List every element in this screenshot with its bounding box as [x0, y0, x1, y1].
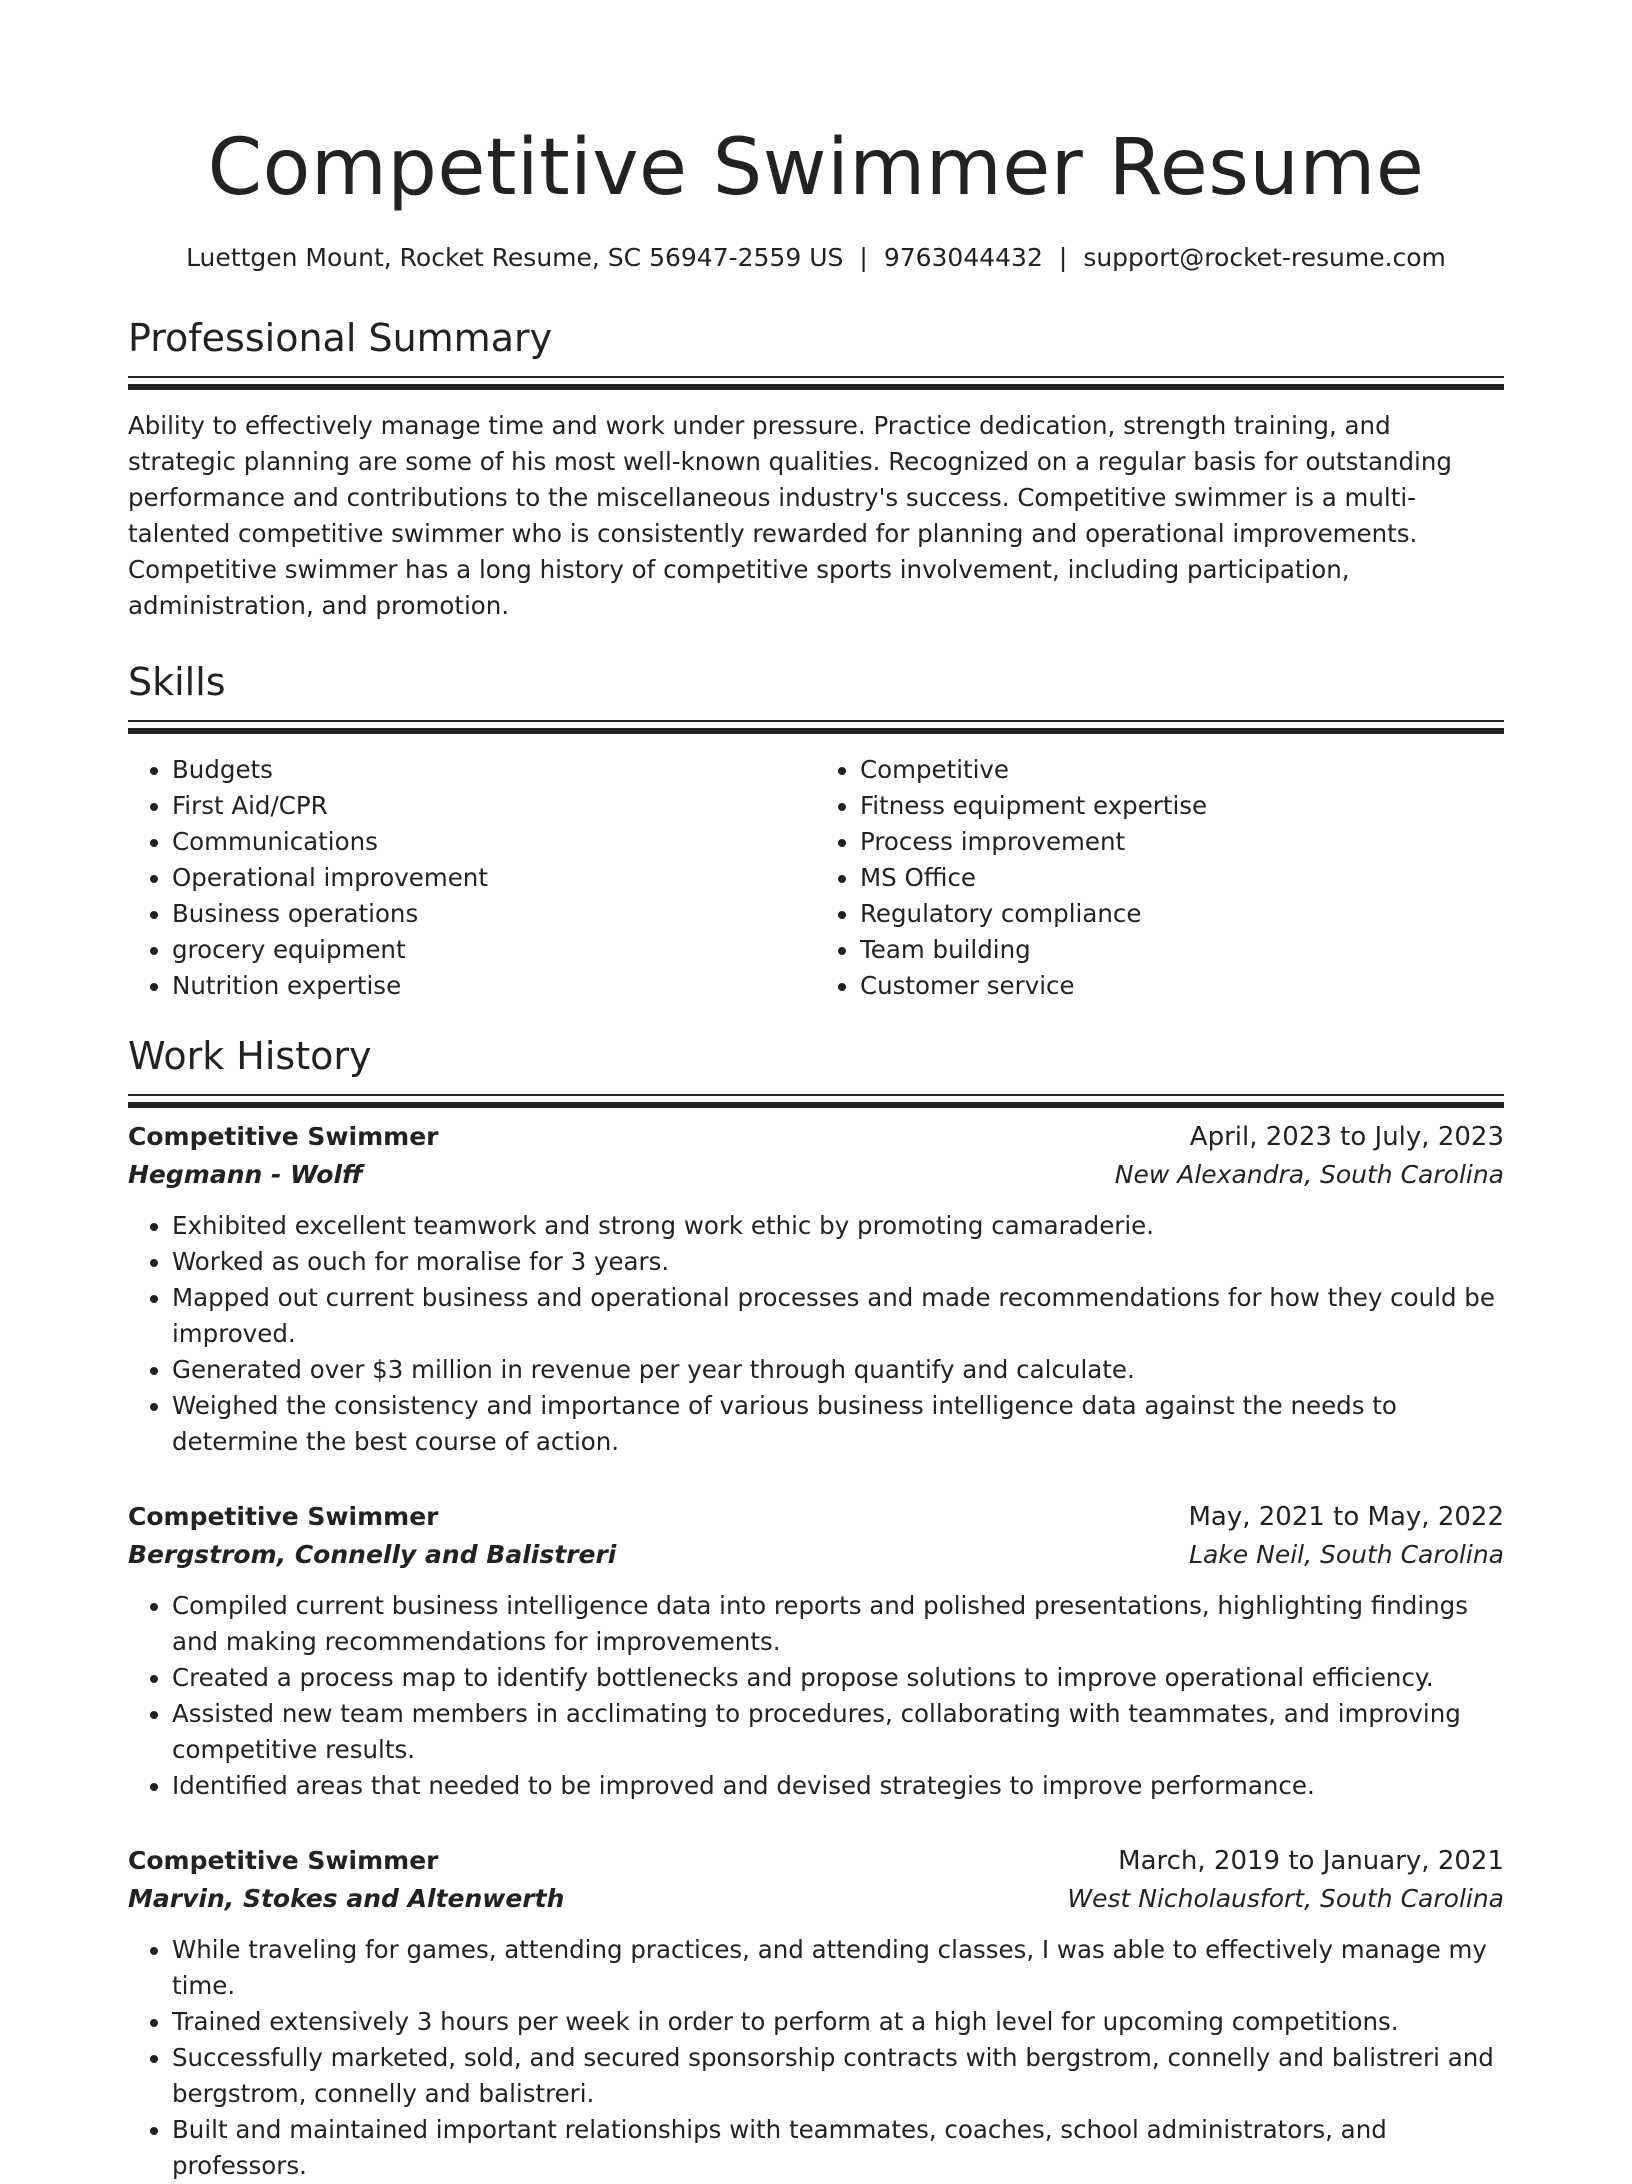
summary-section — [128, 314, 1504, 624]
job-bullet: • Generated over $3 million in revenue per year through quantify and calculate. — [172, 1352, 1504, 1388]
section-divider — [128, 1094, 1504, 1096]
skill-item: • Fitness equipment expertise — [860, 788, 1504, 824]
job-bullet: • Weighed the consistency and importance of various business intelligence data against the needs to determine the best course of action. — [172, 1388, 1504, 1460]
summary-text: Ability to effectively manage time and work under pressure. Practice dedication, strength training, and strategic planning are some of his most well-known qualities. Recognized on a regular basis for outstanding performance and contributions to the miscellaneous industry's success. Competitive swimmer is a multi-talented competitive swimmer who is consistently rewarded for planning and operational improvements. Competitive swimmer has a long history of competitive sports involvement, including participation, administration, and promotion. — [128, 411, 1452, 620]
job-entry — [128, 1118, 1504, 1460]
job-company: Marvin, Stokes and Altenwerth — [128, 1884, 565, 1913]
skill-item: • Competitive — [860, 752, 1504, 788]
skills-list-left — [128, 752, 816, 1004]
contact-email[interactable]: support@rocket-resume.com — [1083, 243, 1446, 272]
job-entry — [128, 1498, 1504, 1804]
skill-item: • Regulatory compliance — [860, 896, 1504, 932]
job-company: Bergstrom, Connelly and Balistreri — [128, 1540, 617, 1569]
job-bullets — [128, 1932, 1504, 2184]
job-location: New Alexandra, South Carolina — [1114, 1160, 1504, 1189]
contact-separator: | — [1058, 243, 1068, 272]
section-divider — [128, 720, 1504, 722]
job-bullet: • Trained extensively 3 hours per week in order to perform at a high level for upcoming competitions. — [172, 2004, 1504, 2040]
job-bullet: • Created a process map to identify bottlenecks and propose solutions to improve operational efficiency. — [172, 1660, 1504, 1696]
work-history-section — [128, 1032, 1504, 2184]
job-location: West Nicholausfort, South Carolina — [1067, 1884, 1504, 1913]
skill-item: • First Aid/CPR — [172, 788, 816, 824]
contact-separator: | — [859, 243, 868, 272]
job-bullet: • Mapped out current business and operational processes and made recommendations for how they could be improved. — [172, 1280, 1504, 1352]
section-divider — [128, 376, 1504, 378]
job-dates: April, 2023 to July, 2023 — [1189, 1122, 1504, 1152]
section-heading-skills: Skills — [128, 660, 226, 704]
job-header-row — [128, 1498, 1504, 1536]
skill-item: • Nutrition expertise — [172, 968, 816, 1004]
contact-phone: 9763044432 — [883, 243, 1043, 272]
job-bullet: • Assisted new team members in acclimating to procedures, collaborating with teammates, and improving competitive results. — [172, 1696, 1504, 1768]
job-bullet: • Compiled current business intelligence data into reports and polished presentations, highlighting findings and making recommendations for improvements. — [172, 1588, 1504, 1660]
job-company-row — [128, 1536, 1504, 1574]
job-title: Competitive Swimmer — [128, 1122, 439, 1151]
contact-address: Luettgen Mount, Rocket Resume, SC 56947-2559 US — [186, 243, 844, 272]
job-location: Lake Neil, South Carolina — [1189, 1540, 1504, 1569]
job-bullet: • Built and maintained important relationships with teammates, coaches, school administrators, and professors. — [172, 2112, 1504, 2184]
job-header-row — [128, 1118, 1504, 1156]
skill-item: • Budgets — [172, 752, 816, 788]
job-title: Competitive Swimmer — [128, 1846, 439, 1875]
resume-title: Competitive Swimmer Resume — [207, 123, 1425, 213]
job-company: Hegmann - Wolff — [128, 1160, 363, 1189]
skill-item: • Team building — [860, 932, 1504, 968]
job-company-row — [128, 1156, 1504, 1194]
section-heading-summary: Professional Summary — [128, 316, 553, 360]
job-bullet: • Successfully marketed, sold, and secured sponsorship contracts with bergstrom, connelly and balistreri and bergstrom, connelly and balistreri. — [172, 2040, 1504, 2112]
job-bullet: • Worked as ouch for moralise for 3 years. — [172, 1244, 1504, 1280]
skill-item: • Communications — [172, 824, 816, 860]
skill-item: • Business operations — [172, 896, 816, 932]
contact-line — [128, 240, 1504, 276]
skill-item: • Operational improvement — [172, 860, 816, 896]
job-company-row — [128, 1880, 1504, 1918]
job-bullets — [128, 1208, 1504, 1460]
skill-item: • grocery equipment — [172, 932, 816, 968]
job-header-row — [128, 1842, 1504, 1880]
skill-item: • Customer service — [860, 968, 1504, 1004]
skill-item: • Process improvement — [860, 824, 1504, 860]
skill-item: • MS Office — [860, 860, 1504, 896]
job-entry — [128, 1842, 1504, 2184]
job-bullets — [128, 1588, 1504, 1804]
section-heading-work: Work History — [128, 1034, 372, 1078]
job-bullet: • Exhibited excellent teamwork and strong work ethic by promoting camaraderie. — [172, 1208, 1504, 1244]
job-dates: May, 2021 to May, 2022 — [1188, 1502, 1504, 1532]
skills-columns — [128, 752, 1504, 1004]
job-title: Competitive Swimmer — [128, 1502, 439, 1531]
job-bullet: • Identified areas that needed to be improved and devised strategies to improve performance. — [172, 1768, 1504, 1804]
skills-list-right — [816, 752, 1504, 1004]
job-bullet: • While traveling for games, attending practices, and attending classes, I was able to effectively manage my time. — [172, 1932, 1504, 2004]
skills-section — [128, 658, 1504, 1004]
job-dates: March, 2019 to January, 2021 — [1118, 1846, 1504, 1876]
